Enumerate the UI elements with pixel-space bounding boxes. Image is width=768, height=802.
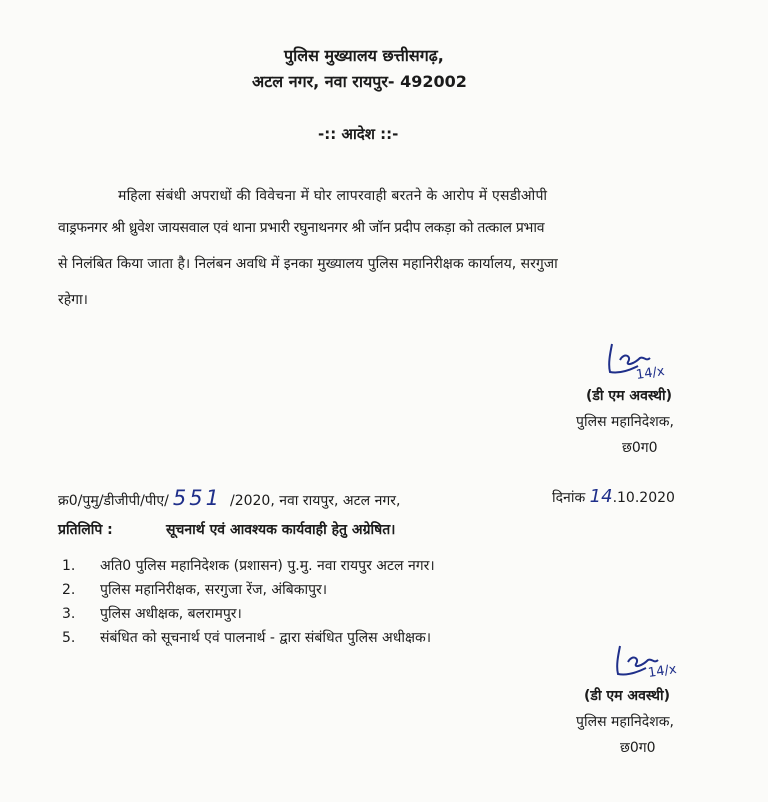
list-item xyxy=(62,604,242,623)
body-line-2: वाड्रफनगर श्री ध्रुवेश जायसवाल एवं थाना प्रभारी रघुनाथनगर श्री जॉन प्रदीप लकड़ा को तत्काल प्रभाव xyxy=(58,220,545,236)
list-item-text: पुलिस अधीक्षक, बलरामपुर। xyxy=(100,606,242,622)
list-item xyxy=(62,580,327,599)
list-item-text: अति0 पुलिस महानिदेशक (प्रशासन) पु.मु. नवा रायपुर अटल नगर। xyxy=(100,558,435,574)
signature-2-state: छ0ग0 xyxy=(620,740,656,756)
date-rest: .10.2020 xyxy=(612,490,675,506)
order-title: -:: आदेश ::- xyxy=(318,125,399,143)
reference-number: 551 xyxy=(172,486,222,510)
list-item xyxy=(62,556,435,575)
signature-stroke-1 xyxy=(609,344,638,373)
list-item-number: 1. xyxy=(62,558,76,574)
signature-2-name: (डी एम अवस्थी) xyxy=(584,688,670,704)
reference-line xyxy=(58,486,400,510)
reference-suffix: /2020, नवा रायपुर, अटल नगर, xyxy=(229,493,401,509)
list-item-text: पुलिस महानिरीक्षक, सरगुजा रेंज, अंबिकापुर। xyxy=(100,582,328,598)
copy-text: सूचनार्थ एवं आवश्यक कार्यवाही हेतु अग्रेषित। xyxy=(166,522,396,538)
reference-date xyxy=(552,486,675,507)
body-line-3: से निलंबित किया जाता है। निलंबन अवधि में इनका मुख्यालय पुलिस महानिरीक्षक कार्यालय, सरगुजा xyxy=(58,256,558,272)
list-item-number: 5. xyxy=(62,630,76,646)
signature-1-state: छ0ग0 xyxy=(622,440,658,456)
reference-prefix: क्र0/पुमु/डीजीपी/पीए/ xyxy=(58,493,169,509)
date-day: 14 xyxy=(589,486,613,507)
signature-2-designation: पुलिस महानिदेशक, xyxy=(576,714,674,730)
list-item xyxy=(62,628,431,647)
body-line-4: रहेगा। xyxy=(58,292,88,308)
header-line-1: पुलिस मुख्यालय छत्तीसगढ़, xyxy=(284,46,444,65)
signature-1-initials: 14/x xyxy=(635,364,666,383)
signature-1-designation: पुलिस महानिदेशक, xyxy=(576,414,674,430)
list-item-text: संबंधित को सूचनार्थ एवं पालनार्थ - द्वारा संबंधित पुलिस अधीक्षक। xyxy=(100,630,432,646)
signature-stroke-1 xyxy=(617,646,646,675)
body-line-1: महिला संबंधी अपराधों की विवेचना में घोर लापरवाही बरतने के आरोप में एसडीओपी xyxy=(118,188,548,204)
signature-2-initials: 14/x xyxy=(647,662,678,681)
header-line-2: अटल नगर, नवा रायपुर- 492002 xyxy=(252,72,467,91)
signature-1-name: (डी एम अवस्थी) xyxy=(586,388,672,404)
list-item-number: 3. xyxy=(62,606,76,622)
signature-stroke-2 xyxy=(620,356,650,365)
date-label: दिनांक xyxy=(552,490,586,506)
list-item-number: 2. xyxy=(62,582,76,598)
copy-label: प्रतिलिपि : xyxy=(58,522,113,538)
